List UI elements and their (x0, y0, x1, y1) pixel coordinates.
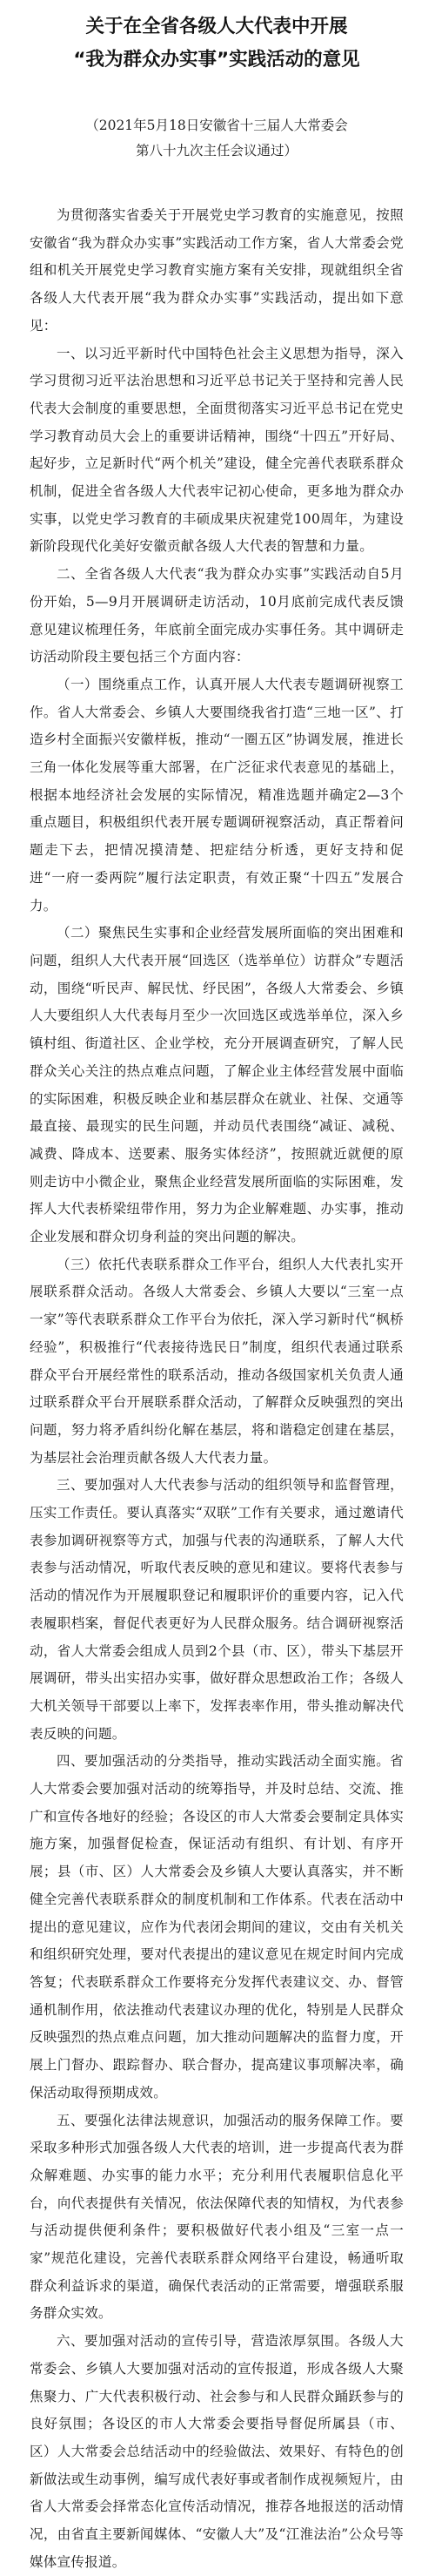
paragraph-section-6: 六、要加强对活动的宣传引导，营造浓厚氛围。各级人大常委会、乡镇人大要加强对活动的宣传报道，形成各级人大聚焦聚力、广大代表积极行动、社会参与和人民群众踊跃参与的良好氛围；各设区的市人大常委会要指导督促所属县（市、区）人大常委会总结活动中的经验做法、效果好、有特色的创新做法或生动事例，编写成代表好事或者制作成视频短片，由省人大常委会择常态化宣传活动情况，推荐各地报送的活动情况，由省直主要新闻媒体、“安徽人大”及“江淮法治”公众号等媒体宣传报道。 (30, 2333, 404, 2570)
paragraph-section-3: 三、要加强对人大代表参与活动的组织领导和监督管理，压实工作责任。要认真落实“双联”工作有关要求，通过邀请代表参加调研视察等方式，加强与代表的沟通联系，了解人大代表参与活动情况，听取代表反映的意见和建议。要将代表参与活动的情况作为开展履职登记和履职评价的重要内容，记入代表履职档案，督促代表更好为人民群众服务。结合调研视察活动，省人大常委会组成人员到2个县（市、区），带头下基层开展调研，带头出实招办实事，做好群众思想政治工作；各级人大机关领导干部要以上率下，发挥表率作用，带头推动解决代表反映的问题。 (30, 1477, 404, 1742)
paragraph-item-2: （二）聚焦民生实事和企业经营发展所面临的突出困难和问题，组织人大代表开展“回选区（选举单位）访群众”专题活动，围绕“听民声、解民忧、纾民困”，各级人大常委会、乡镇人大要组织人大代表每月至少一次回选区或选举单位，深入乡镇村组、街道社区、企业学校，充分开展调查研究，了解人民群众关心关注的热点难点问题，了解企业主体经营发展中面临的实际困难，积极反映企业和基层群众在就业、社保、交通等最直接、最现实的民生问题，并动员代表围绕“减证、减税、减费、降成本、送要素、服务实体经济”，按照就近就便的原则走访中小微企业，聚焦企业经营发展所面临的实际困难，发挥人大代表桥梁纽带作用，努力为企业解难题、办实事，推动企业发展和群众切身利益的突出问题的解决。 (30, 925, 404, 1245)
document-title (30, 10, 404, 77)
paragraph-section-5: 五、要强化法律法规意识，加强活动的服务保障工作。要采取多种形式加强各级人大代表的培训，进一步提高代表为群众解难题、办实事的能力水平；充分利用代表履职信息化平台，向代表提供有关情况，依法保障代表的知情权，为代表参与活动提供便利条件；要积极做好代表小组及“三室一点一家”规范化建设，完善代表联系群众网络平台建设，畅通听取群众利益诉求的渠道，确保代表活动的正常需要，增强联系服务群众实效。 (30, 2112, 404, 2322)
title-line-1: 关于在全省各级人大代表中开展 (85, 16, 348, 37)
adoption-line-2: 第八十九次主任会议通过） (135, 143, 298, 158)
adoption-note (30, 113, 404, 164)
paragraph-item-1: （一）围绕重点工作，认真开展人大代表专题调研视察工作。省人大常委会、乡镇人大要围绕我省打造“三地一区”、打造乡村全面振兴安徽样板，推动“一圈五区”协调发展，推进长三角一体化发展等重大部署，在广泛征求代表意见的基础上，根据本地经济社会发展的实际情况，精准选题并确定2—3个重点题目，积极组织代表开展专题调研视察活动，真正帮着问题走下去，把情况摸清楚、把症结分析透，更好支持和促进“一府一委两院”履行法定职责，有效正聚“十四五”发展合力。 (30, 676, 404, 914)
document-body (30, 202, 404, 2576)
paragraph-item-3: （三）依托代表联系群众工作平台，组织人大代表扎实开展联系群众活动。各级人大常委会、乡镇人大要以“三室一点一家”等代表联系群众工作平台为依托，深入学习新时代“枫桥经验”，积极推行“代表接待选民日”制度，组织代表通过联系群众平台开展经常性的联系活动，推动各级国家机关负责人通过联系群众平台开展联系群众活动，了解群众反映强烈的突出问题，努力将矛盾纠纷化解在基层，将和谐稳定创建在基层，为基层社会治理贡献各级人大代表力量。 (30, 1256, 404, 1466)
paragraph-section-4: 四、要加强活动的分类指导，推动实践活动全面实施。省人大常委会要加强对活动的统筹指导，并及时总结、交流、推广和宣传各地好的经验；各设区的市人大常委会要制定具体实施方案，加强督促检查，保证活动有组织、有计划、有序开展；县（市、区）人大常委会及乡镇人大要认真落实，并不断健全完善代表联系群众的制度机制和工作体系。代表在活动中提出的意见建议，应作为代表闭会期间的建议，交由有关机关和组织研究处理，要对代表提出的建议意见在规定时间内完成答复；代表联系群众工作要将充分发挥代表建议交、办、督管通机制作用，依法推动代表建议办理的优化，特别是人民群众反映强烈的热点难点问题，加大推动问题解决的监督力度，开展上门督办、跟踪督办、联合督办，提高建议事项解决率，确保活动取得预期成效。 (30, 1753, 404, 2101)
paragraph-preamble: 为贯彻落实省委关于开展党史学习教育的实施意见，按照安徽省“我为群众办实事”实践活动工作方案，省人大常委会党组和机关开展党史学习教育实施方案有关安排，现就组织全省各级人大代表开展“我为群众办实事”实践活动，提出如下意见： (30, 207, 404, 334)
title-line-2: “我为群众办实事”实践活动的意见 (73, 49, 360, 71)
paragraph-section-1: 一、以习近平新时代中国特色社会主义思想为指导，深入学习贯彻习近平法治思想和习近平总书记关于坚持和完善人民代表大会制度的重要思想，全面贯彻落实习近平总书记在党史学习教育动员大会上的重要讲话精神，围绕“十四五”开好局、起好步，立足新时代“两个机关”建设，健全完善代表联系群众机制，促进全省各级人大代表牢记初心使命，更多地为群众办实事，以党史学习教育的丰硕成果庆祝建党100周年，为建设新阶段现代化美好安徽贡献各级人大代表的智慧和力量。 (30, 345, 404, 555)
adoption-line-1: （2021年5月18日安徽省十三届人大常委会 (85, 118, 348, 133)
paragraph-section-2: 二、全省各级人大代表“我为群众办实事”实践活动自5月份开始，5—9月开展调研走访活动，10月底前完成代表反馈意见建议梳理任务，年底前全面完成办实事任务。其中调研走访活动阶段主要包括三个方面内容： (30, 566, 404, 665)
